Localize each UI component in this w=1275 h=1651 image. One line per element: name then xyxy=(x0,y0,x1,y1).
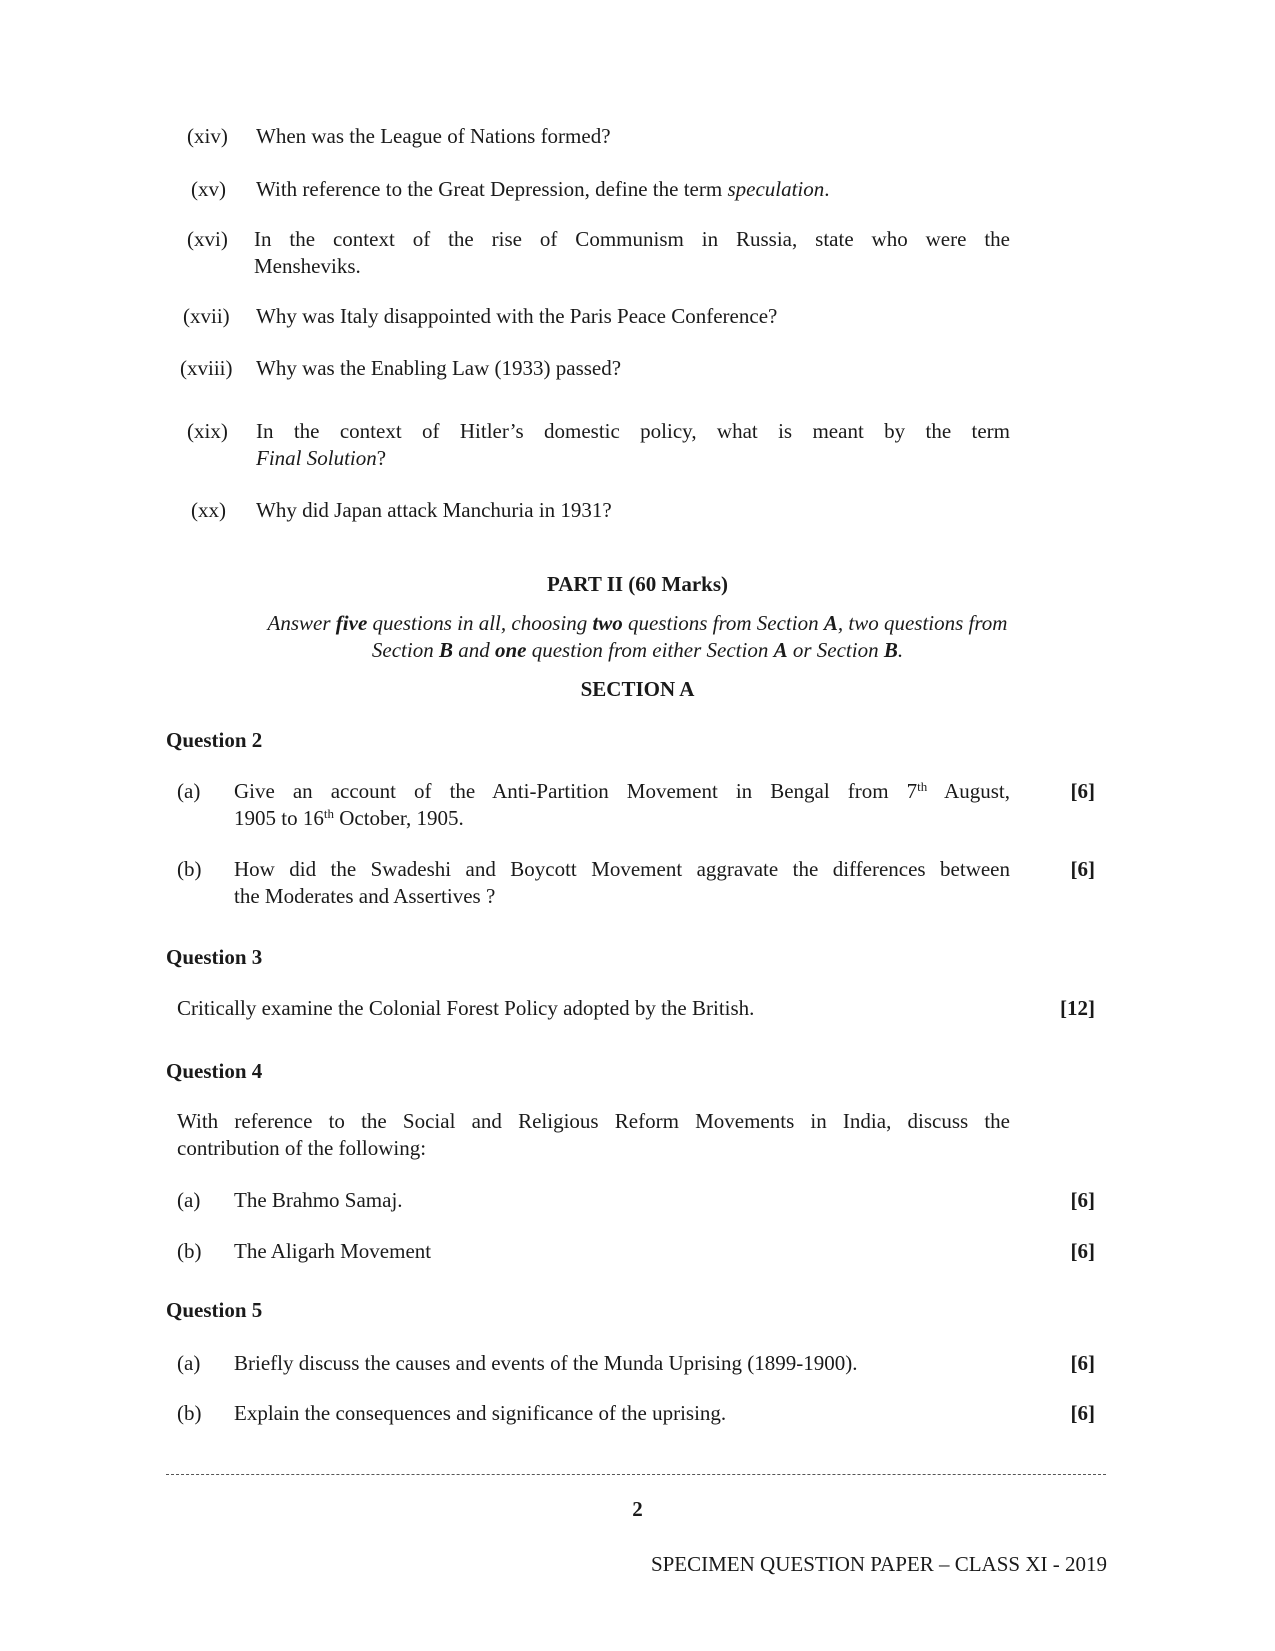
question-4-title: Question 4 xyxy=(166,1059,263,1083)
question-number-xvii: (xvii) xyxy=(183,304,230,328)
question-2b-text: How did the Swadeshi and Boycott Movement aggravate the differences between the Moderates and Assertives ? xyxy=(234,857,1010,908)
question-number-xv: (xv) xyxy=(191,177,226,201)
footer-title: SPECIMEN QUESTION PAPER – CLASS XI - 2019 xyxy=(650,1552,1107,1576)
question-2a-marks: [6] xyxy=(1070,779,1095,803)
page-number: 2 xyxy=(632,1497,643,1521)
question-4a-label: (a) xyxy=(177,1188,201,1212)
question-3-title: Question 3 xyxy=(166,945,263,969)
question-5b-marks: [6] xyxy=(1070,1401,1095,1425)
question-5a-marks: [6] xyxy=(1070,1351,1095,1375)
question-2b-label: (b) xyxy=(177,857,202,881)
question-number-xiv: (xiv) xyxy=(187,124,228,148)
question-4-text: With reference to the Social and Religious Reform Movements in India, discuss the contribution of the following: xyxy=(177,1109,1010,1160)
question-3-text: Critically examine the Colonial Forest Policy adopted by the British. xyxy=(177,996,755,1020)
question-text-xviii: Why was the Enabling Law (1933) passed? xyxy=(256,356,622,380)
question-2b-marks: [6] xyxy=(1070,857,1095,881)
footer-divider xyxy=(166,1474,1106,1475)
question-4b-marks: [6] xyxy=(1070,1239,1095,1263)
question-4a-marks: [6] xyxy=(1070,1188,1095,1212)
section-heading: SECTION A xyxy=(580,677,695,701)
question-4b-label: (b) xyxy=(177,1239,202,1263)
question-4a-text: The Brahmo Samaj. xyxy=(234,1188,403,1212)
question-text-xvi: In the context of the rise of Communism in Russia, state who were the Mensheviks. xyxy=(254,227,1010,278)
question-5a-label: (a) xyxy=(177,1351,201,1375)
question-number-xviii: (xviii) xyxy=(180,356,233,380)
question-2-title: Question 2 xyxy=(166,728,263,752)
question-number-xix: (xix) xyxy=(187,419,228,443)
question-4b-text: The Aligarh Movement xyxy=(234,1239,432,1263)
question-2a-label: (a) xyxy=(177,779,201,803)
question-5-title: Question 5 xyxy=(166,1298,263,1322)
part-heading: PART II (60 Marks) xyxy=(546,572,729,596)
question-text-xvii: Why was Italy disappointed with the Paris Peace Conference? xyxy=(256,304,778,328)
question-text-xv: With reference to the Great Depression, define the term speculation. xyxy=(256,177,830,201)
question-number-xvi: (xvi) xyxy=(187,227,228,251)
question-number-xx: (xx) xyxy=(191,498,226,522)
question-text-xx: Why did Japan attack Manchuria in 1931? xyxy=(256,498,612,522)
part-instructions: Answer five questions in all, choosing two questions from Section A, two questions from Section B and one question from either Section A or Section B. xyxy=(267,611,1008,662)
question-5a-text: Briefly discuss the causes and events of the Munda Uprising (1899-1900). xyxy=(234,1351,858,1375)
question-5b-text: Explain the consequences and significance of the uprising. xyxy=(234,1401,727,1425)
question-3-marks: [12] xyxy=(1060,996,1095,1020)
question-5b-label: (b) xyxy=(177,1401,202,1425)
question-2a-text: Give an account of the Anti-Partition Movement in Bengal from 7th August, 1905 to 16th October, 1905. xyxy=(234,779,1011,830)
question-text-xix: In the context of Hitler’s domestic policy, what is meant by the term Final Solution? xyxy=(256,419,1010,470)
question-text-xiv: When was the League of Nations formed? xyxy=(256,124,611,148)
